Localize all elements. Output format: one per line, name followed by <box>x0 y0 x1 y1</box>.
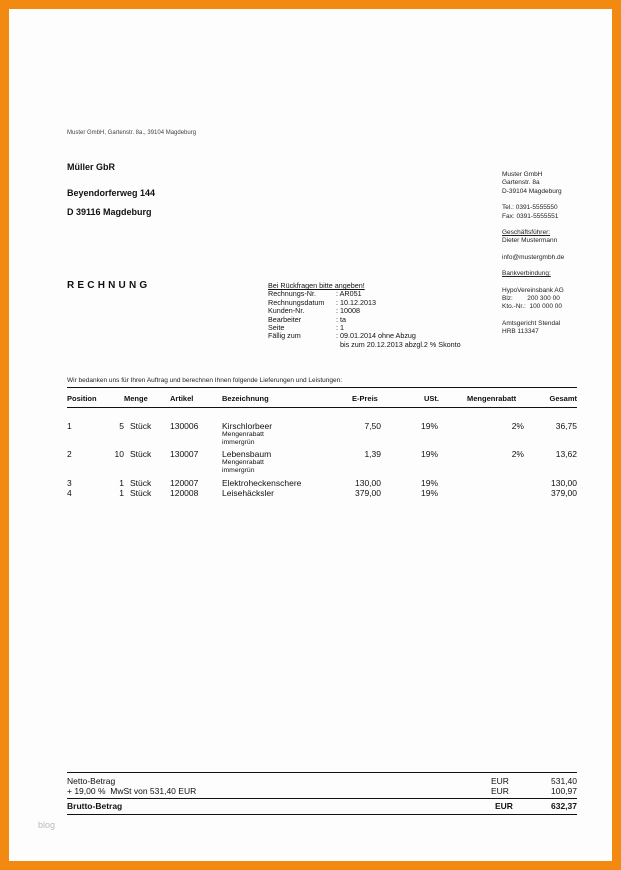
cell-ust: 19% <box>421 421 439 431</box>
document-title: RECHNUNG <box>67 280 151 291</box>
cell-gesamt: 379,00 <box>551 488 577 498</box>
invoice-info <box>268 282 461 349</box>
intro-text: Wir bedanken uns für Ihren Auftrag und berechnen Ihnen folgende Lieferungen und Leistungen: <box>67 377 343 384</box>
col-ust: USt. <box>424 394 439 403</box>
company-court: Amtsgericht Stendal <box>502 319 561 327</box>
netto-label: Netto-Betrag <box>67 776 116 786</box>
col-menge: Menge <box>124 394 148 403</box>
cell-gesamt: 36,75 <box>555 421 577 431</box>
company-ceo-label: Geschäftsführer: <box>502 229 551 237</box>
netto-row <box>67 776 577 786</box>
info-value: : ta <box>336 314 346 324</box>
table-body <box>67 408 577 528</box>
col-epreis: E-Preis <box>352 394 378 403</box>
recipient-city: D 39116 Magdeburg <box>67 207 152 217</box>
company-kto: Kto.-Nr.: 100 000 00 <box>502 303 562 311</box>
company-tel: Tel.: 0391-5555550 <box>502 204 558 212</box>
cell-pos: 1 <box>67 421 72 431</box>
cell-artikel: 120007 <box>170 478 199 488</box>
info-key: Rechnungs-Nr. <box>268 289 316 299</box>
company-city: D-39104 Magdeburg <box>502 187 562 195</box>
cell-sub: Mengenrabatt <box>222 459 264 466</box>
mwst-row <box>67 786 577 796</box>
cell-menge: 10 <box>114 449 124 459</box>
company-blz: Blz: 200 300 00 <box>502 295 560 303</box>
cell-artikel: 120008 <box>170 488 199 498</box>
brutto-value: 632,37 <box>551 801 577 811</box>
company-email: info@mustergmbh.de <box>502 253 565 261</box>
recipient-street: Beyendorferweg 144 <box>67 188 156 198</box>
info-value: : 09.01.2014 ohne Abzug <box>336 331 416 341</box>
cell-gesamt: 13,62 <box>555 449 577 459</box>
cell-ust: 19% <box>421 449 439 459</box>
watermark: blog <box>38 820 56 830</box>
cell-sub: immergrün <box>222 439 255 446</box>
col-bezeichnung: Bezeichnung <box>222 394 269 403</box>
sender-return-line: Muster GmbH, Gartenstr. 8a., 39104 Magdeburg <box>67 130 197 136</box>
cell-preis: 130,00 <box>355 478 381 488</box>
info-key: Fällig zum <box>268 331 301 341</box>
cell-pos: 3 <box>67 478 72 488</box>
netto-value: 531,40 <box>551 776 577 786</box>
cell-menge: 1 <box>119 478 124 488</box>
info-key: Bearbeiter <box>268 314 302 324</box>
info-value: : 10008 <box>336 306 360 316</box>
cell-pos: 4 <box>67 488 72 498</box>
cell-bezeichnung: Elektroheckenschere <box>222 478 302 488</box>
mwst-value: 100,97 <box>551 786 577 796</box>
brutto-label: Brutto-Betrag <box>67 801 123 811</box>
company-fax: Fax: 0391-5555551 <box>502 212 559 220</box>
info-key: Kunden-Nr. <box>268 306 305 316</box>
info-value: : AR051 <box>336 289 362 299</box>
cell-bezeichnung: Leisehäcksler <box>222 488 274 498</box>
cell-einheit: Stück <box>130 488 152 498</box>
netto-currency: EUR <box>491 776 509 786</box>
totals-block <box>67 772 577 815</box>
recipient-address <box>67 158 155 222</box>
cell-bezeichnung: Kirschlorbeer <box>222 421 273 431</box>
company-bank: HypoVereinsbank AG <box>502 286 564 294</box>
recipient-name: Müller GbR <box>67 162 116 172</box>
mwst-label: + 19,00 % MwSt von 531,40 EUR <box>67 786 197 796</box>
cell-ust: 19% <box>421 478 439 488</box>
company-bank-label: Bankverbindung: <box>502 270 551 278</box>
cell-einheit: Stück <box>130 478 152 488</box>
info-row <box>268 341 461 349</box>
info-key: Seite <box>268 323 285 333</box>
info-value: : 10.12.2013 <box>336 297 376 307</box>
cell-ust: 19% <box>421 488 439 498</box>
cell-rabatt: 2% <box>511 421 524 431</box>
cell-sub: Mengenrabatt <box>222 431 264 438</box>
info-row <box>268 316 461 324</box>
company-name: Muster GmbH <box>502 171 543 178</box>
cell-rabatt: 2% <box>511 449 524 459</box>
info-header: Bei Rückfragen bitte angeben! <box>268 281 365 290</box>
col-rabatt: Mengenrabatt <box>467 394 517 403</box>
col-artikel: Artikel <box>170 394 194 403</box>
cell-einheit: Stück <box>130 421 152 431</box>
company-info <box>502 171 564 337</box>
cell-preis: 7,50 <box>364 421 381 431</box>
cell-menge: 5 <box>119 421 124 431</box>
brutto-row <box>67 801 577 813</box>
cell-pos: 2 <box>67 449 72 459</box>
cell-einheit: Stück <box>130 449 152 459</box>
cell-gesamt: 130,00 <box>551 478 577 488</box>
info-skonto: bis zum 20.12.2013 abzgl.2 % Skonto <box>340 339 461 349</box>
info-key: Rechnungsdatum <box>268 297 325 307</box>
cell-artikel: 130006 <box>170 421 199 431</box>
cell-bezeichnung: Lebensbaum <box>222 449 272 459</box>
table-header <box>67 388 577 408</box>
col-position: Position <box>67 394 97 403</box>
company-street: Gartenstr. 8a <box>502 179 540 187</box>
items-table <box>67 387 577 528</box>
col-gesamt: Gesamt <box>549 394 577 403</box>
cell-preis: 379,00 <box>355 488 381 498</box>
cell-menge: 1 <box>119 488 124 498</box>
brutto-currency: EUR <box>495 801 513 811</box>
cell-sub: immergrün <box>222 467 255 474</box>
mwst-currency: EUR <box>491 786 509 796</box>
cell-artikel: 130007 <box>170 449 199 459</box>
company-ceo: Dieter Mustermann <box>502 237 558 245</box>
company-hrb: HRB 113347 <box>502 328 539 336</box>
info-value: : 1 <box>336 323 344 333</box>
cell-preis: 1,39 <box>364 449 381 459</box>
